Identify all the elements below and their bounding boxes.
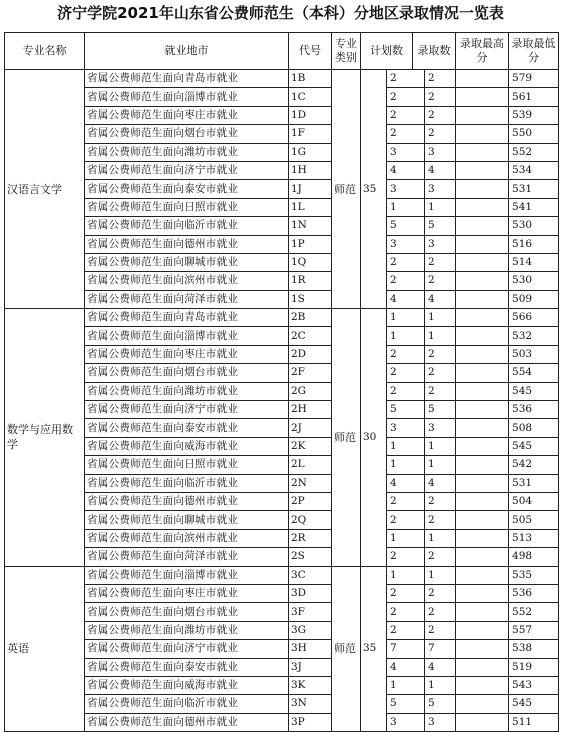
max-score-cell: 539 [509,106,559,124]
admitted-spacer-cell [456,125,509,143]
code-cell: 2F [289,364,332,382]
max-score-cell: 503 [509,345,559,363]
admitted-spacer-cell [456,382,509,400]
table-row [5,492,559,510]
admitted-count-cell: 3 [425,180,456,198]
table-row [5,327,559,345]
max-score-cell: 545 [509,437,559,455]
table-row [5,548,559,566]
plan-count-cell: 3 [387,143,425,161]
plan-count-cell: 3 [387,419,425,437]
location-cell: 省属公费师范生面向日照市就业 [85,456,289,474]
plan-count-cell: 1 [387,456,425,474]
major-plan-cell: 35 [361,566,387,732]
max-score-cell: 536 [509,401,559,419]
max-score-cell: 552 [509,143,559,161]
max-score-cell: 516 [509,235,559,253]
table-body [5,70,559,732]
code-cell: 1F [289,125,332,143]
code-cell: 2B [289,309,332,327]
code-cell: 1S [289,290,332,308]
admitted-spacer-cell [456,566,509,584]
header-location: 就业地市 [85,33,289,70]
admitted-count-cell: 2 [425,272,456,290]
plan-count-cell: 2 [387,364,425,382]
location-cell: 省属公费师范生面向枣庄市就业 [85,345,289,363]
table-row [5,456,559,474]
admitted-spacer-cell [456,456,509,474]
admitted-spacer-cell [456,695,509,713]
plan-count-cell: 1 [387,676,425,694]
header-plan: 计划数 [361,33,413,70]
location-cell: 省属公费师范生面向泰安市就业 [85,419,289,437]
header-category: 专业类别 [332,33,361,70]
code-cell: 3H [289,640,332,658]
location-cell: 省属公费师范生面向泰安市就业 [85,658,289,676]
admitted-count-cell: 1 [425,198,456,216]
max-score-cell: 554 [509,364,559,382]
code-cell: 2L [289,456,332,474]
max-score-cell: 511 [509,713,559,731]
code-cell: 1D [289,106,332,124]
location-cell: 省属公费师范生面向淄博市就业 [85,327,289,345]
max-score-cell: 543 [509,676,559,694]
table-row [5,309,559,327]
table-row [5,419,559,437]
table-row [5,640,559,658]
plan-count-cell: 2 [387,511,425,529]
admitted-spacer-cell [456,290,509,308]
admitted-spacer-cell [456,603,509,621]
location-cell: 省属公费师范生面向青岛市就业 [85,309,289,327]
plan-count-cell: 2 [387,125,425,143]
table-row [5,106,559,124]
admitted-spacer-cell [456,70,509,88]
admitted-spacer-cell [456,345,509,363]
plan-count-cell: 2 [387,70,425,88]
max-score-cell: 579 [509,70,559,88]
max-score-cell: 536 [509,584,559,602]
code-cell: 2J [289,419,332,437]
table-row [5,695,559,713]
location-cell: 省属公费师范生面向菏泽市就业 [85,290,289,308]
table-row [5,217,559,235]
location-cell: 省属公费师范生面向济宁市就业 [85,401,289,419]
max-score-cell: 557 [509,621,559,639]
location-cell: 省属公费师范生面向潍坊市就业 [85,143,289,161]
location-cell: 省属公费师范生面向德州市就业 [85,713,289,731]
code-cell: 2N [289,474,332,492]
max-score-cell: 530 [509,217,559,235]
plan-count-cell: 1 [387,327,425,345]
major-plan-cell: 30 [361,309,387,566]
header-major: 专业名称 [5,33,85,70]
location-cell: 省属公费师范生面向烟台市就业 [85,364,289,382]
major-plan-cell: 35 [361,70,387,309]
table-row [5,566,559,584]
admitted-count-cell: 3 [425,419,456,437]
admitted-count-cell: 1 [425,456,456,474]
max-score-cell: 508 [509,419,559,437]
header-code: 代号 [289,33,332,70]
admitted-count-cell: 2 [425,253,456,271]
location-cell: 省属公费师范生面向德州市就业 [85,492,289,510]
plan-count-cell: 4 [387,474,425,492]
location-cell: 省属公费师范生面向滨州市就业 [85,272,289,290]
admitted-count-cell: 2 [425,345,456,363]
admitted-spacer-cell [456,106,509,124]
location-cell: 省属公费师范生面向枣庄市就业 [85,584,289,602]
location-cell: 省属公费师范生面向枣庄市就业 [85,106,289,124]
max-score-cell: 535 [509,566,559,584]
max-score-cell: 545 [509,382,559,400]
plan-count-cell: 3 [387,235,425,253]
location-cell: 省属公费师范生面向临沂市就业 [85,695,289,713]
plan-count-cell: 2 [387,88,425,106]
plan-count-cell: 5 [387,217,425,235]
location-cell: 省属公费师范生面向淄博市就业 [85,566,289,584]
max-score-cell: 561 [509,88,559,106]
table-row [5,180,559,198]
table-row [5,676,559,694]
admitted-count-cell: 5 [425,217,456,235]
code-cell: 1G [289,143,332,161]
table-row [5,272,559,290]
max-score-cell: 505 [509,511,559,529]
location-cell: 省属公费师范生面向淄博市就业 [85,88,289,106]
plan-count-cell: 3 [387,180,425,198]
code-cell: 1H [289,161,332,179]
admitted-count-cell: 4 [425,474,456,492]
category-cell: 师范 [332,70,361,309]
plan-count-cell: 1 [387,198,425,216]
location-cell: 省属公费师范生面向聊城市就业 [85,253,289,271]
code-cell: 3G [289,621,332,639]
location-cell: 省属公费师范生面向烟台市就业 [85,603,289,621]
location-cell: 省属公费师范生面向泰安市就业 [85,180,289,198]
code-cell: 1B [289,70,332,88]
max-score-cell: 531 [509,180,559,198]
code-cell: 3P [289,713,332,731]
code-cell: 1P [289,235,332,253]
location-cell: 省属公费师范生面向济宁市就业 [85,640,289,658]
code-cell: 2H [289,401,332,419]
code-cell: 3N [289,695,332,713]
table-row [5,290,559,308]
code-cell: 2Q [289,511,332,529]
admission-table [4,32,559,732]
max-score-cell: 509 [509,290,559,308]
location-cell: 省属公费师范生面向日照市就业 [85,198,289,216]
table-row [5,474,559,492]
plan-count-cell: 5 [387,695,425,713]
table-header-row [5,33,559,70]
admitted-spacer-cell [456,364,509,382]
table-row [5,88,559,106]
code-cell: 3J [289,658,332,676]
admitted-count-cell: 3 [425,235,456,253]
plan-count-cell: 2 [387,548,425,566]
major-name-cell: 数学与应用数学 [5,309,85,566]
admitted-spacer-cell [456,713,509,731]
admitted-spacer-cell [456,327,509,345]
max-score-cell: 541 [509,198,559,216]
admitted-spacer-cell [456,198,509,216]
admitted-count-cell: 1 [425,327,456,345]
admitted-spacer-cell [456,474,509,492]
table-row [5,253,559,271]
table-row [5,713,559,731]
admitted-spacer-cell [456,437,509,455]
admitted-count-cell: 1 [425,676,456,694]
admitted-spacer-cell [456,492,509,510]
admitted-count-cell: 2 [425,88,456,106]
admitted-count-cell: 1 [425,437,456,455]
location-cell: 省属公费师范生面向烟台市就业 [85,125,289,143]
location-cell: 省属公费师范生面向威海市就业 [85,437,289,455]
table-row [5,70,559,88]
admitted-count-cell: 2 [425,364,456,382]
max-score-cell: 531 [509,474,559,492]
location-cell: 省属公费师范生面向临沂市就业 [85,474,289,492]
max-score-cell: 513 [509,529,559,547]
plan-count-cell: 4 [387,161,425,179]
max-score-cell: 514 [509,253,559,271]
header-min-score: 录取最低分 [509,33,559,70]
admitted-count-cell: 2 [425,70,456,88]
location-cell: 省属公费师范生面向临沂市就业 [85,217,289,235]
location-cell: 省属公费师范生面向青岛市就业 [85,70,289,88]
code-cell: 2G [289,382,332,400]
table-row [5,529,559,547]
code-cell: 3C [289,566,332,584]
header-admitted: 录取数 [413,33,456,70]
plan-count-cell: 2 [387,345,425,363]
header-max-score: 录取最高分 [456,33,509,70]
max-score-cell: 545 [509,695,559,713]
admitted-spacer-cell [456,511,509,529]
code-cell: 3D [289,584,332,602]
code-cell: 3F [289,603,332,621]
admitted-count-cell: 1 [425,529,456,547]
location-cell: 省属公费师范生面向滨州市就业 [85,529,289,547]
category-cell: 师范 [332,309,361,566]
table-row [5,345,559,363]
max-score-cell: 534 [509,161,559,179]
plan-count-cell: 1 [387,566,425,584]
location-cell: 省属公费师范生面向聊城市就业 [85,511,289,529]
code-cell: 3K [289,676,332,694]
table-row [5,511,559,529]
max-score-cell: 566 [509,309,559,327]
location-cell: 省属公费师范生面向济宁市就业 [85,161,289,179]
admitted-spacer-cell [456,401,509,419]
plan-count-cell: 2 [387,621,425,639]
location-cell: 省属公费师范生面向威海市就业 [85,676,289,694]
code-cell: 2R [289,529,332,547]
code-cell: 2K [289,437,332,455]
plan-count-cell: 2 [387,584,425,602]
admitted-spacer-cell [456,217,509,235]
admitted-spacer-cell [456,621,509,639]
max-score-cell: 532 [509,327,559,345]
max-score-cell: 504 [509,492,559,510]
major-name-cell: 英语 [5,566,85,732]
code-cell: 1N [289,217,332,235]
table-row [5,658,559,676]
table-row [5,161,559,179]
code-cell: 1L [289,198,332,216]
admitted-count-cell: 2 [425,492,456,510]
admitted-spacer-cell [456,658,509,676]
code-cell: 1R [289,272,332,290]
plan-count-cell: 2 [387,492,425,510]
location-cell: 省属公费师范生面向菏泽市就业 [85,548,289,566]
admitted-spacer-cell [456,584,509,602]
code-cell: 1Q [289,253,332,271]
plan-count-cell: 4 [387,290,425,308]
code-cell: 2P [289,492,332,510]
admitted-count-cell: 1 [425,566,456,584]
admitted-count-cell: 4 [425,161,456,179]
admitted-count-cell: 4 [425,658,456,676]
plan-count-cell: 7 [387,640,425,658]
max-score-cell: 552 [509,603,559,621]
admitted-count-cell: 2 [425,125,456,143]
admitted-spacer-cell [456,161,509,179]
plan-count-cell: 1 [387,437,425,455]
plan-count-cell: 2 [387,382,425,400]
admitted-count-cell: 2 [425,106,456,124]
max-score-cell: 538 [509,640,559,658]
table-row [5,143,559,161]
code-cell: 1J [289,180,332,198]
location-cell: 省属公费师范生面向德州市就业 [85,235,289,253]
admitted-spacer-cell [456,419,509,437]
table-row [5,401,559,419]
admitted-spacer-cell [456,180,509,198]
admitted-count-cell: 2 [425,548,456,566]
admitted-count-cell: 2 [425,511,456,529]
table-row [5,382,559,400]
plan-count-cell: 2 [387,106,425,124]
code-cell: 1C [289,88,332,106]
page-title: 济宁学院2021年山东省公费师范生（本科）分地区录取情况一览表 [57,4,504,22]
admitted-count-cell: 2 [425,584,456,602]
admitted-count-cell: 2 [425,621,456,639]
plan-count-cell: 2 [387,253,425,271]
table-row [5,437,559,455]
plan-count-cell: 4 [387,658,425,676]
category-cell: 师范 [332,566,361,732]
plan-count-cell: 2 [387,272,425,290]
table-row [5,235,559,253]
table-row [5,364,559,382]
code-cell: 2C [289,327,332,345]
table-row [5,125,559,143]
major-name-cell: 汉语言文学 [5,70,85,309]
location-cell: 省属公费师范生面向潍坊市就业 [85,382,289,400]
plan-count-cell: 1 [387,529,425,547]
admitted-spacer-cell [456,640,509,658]
admitted-count-cell: 7 [425,640,456,658]
plan-count-cell: 2 [387,603,425,621]
admitted-spacer-cell [456,529,509,547]
admitted-count-cell: 3 [425,713,456,731]
admitted-spacer-cell [456,309,509,327]
plan-count-cell: 1 [387,309,425,327]
admitted-count-cell: 3 [425,143,456,161]
plan-count-cell: 5 [387,401,425,419]
table-row [5,584,559,602]
admitted-spacer-cell [456,548,509,566]
table-row [5,603,559,621]
admitted-spacer-cell [456,143,509,161]
code-cell: 2D [289,345,332,363]
admitted-count-cell: 4 [425,290,456,308]
admitted-count-cell: 5 [425,401,456,419]
max-score-cell: 530 [509,272,559,290]
max-score-cell: 542 [509,456,559,474]
admitted-count-cell: 5 [425,695,456,713]
admitted-spacer-cell [456,272,509,290]
admitted-count-cell: 2 [425,603,456,621]
max-score-cell: 498 [509,548,559,566]
admitted-spacer-cell [456,676,509,694]
admitted-spacer-cell [456,253,509,271]
admitted-count-cell: 2 [425,382,456,400]
admitted-spacer-cell [456,88,509,106]
admitted-spacer-cell [456,235,509,253]
code-cell: 2S [289,548,332,566]
admitted-count-cell: 1 [425,309,456,327]
table-row [5,621,559,639]
max-score-cell: 550 [509,125,559,143]
plan-count-cell: 3 [387,713,425,731]
location-cell: 省属公费师范生面向潍坊市就业 [85,621,289,639]
max-score-cell: 519 [509,658,559,676]
table-row [5,198,559,216]
